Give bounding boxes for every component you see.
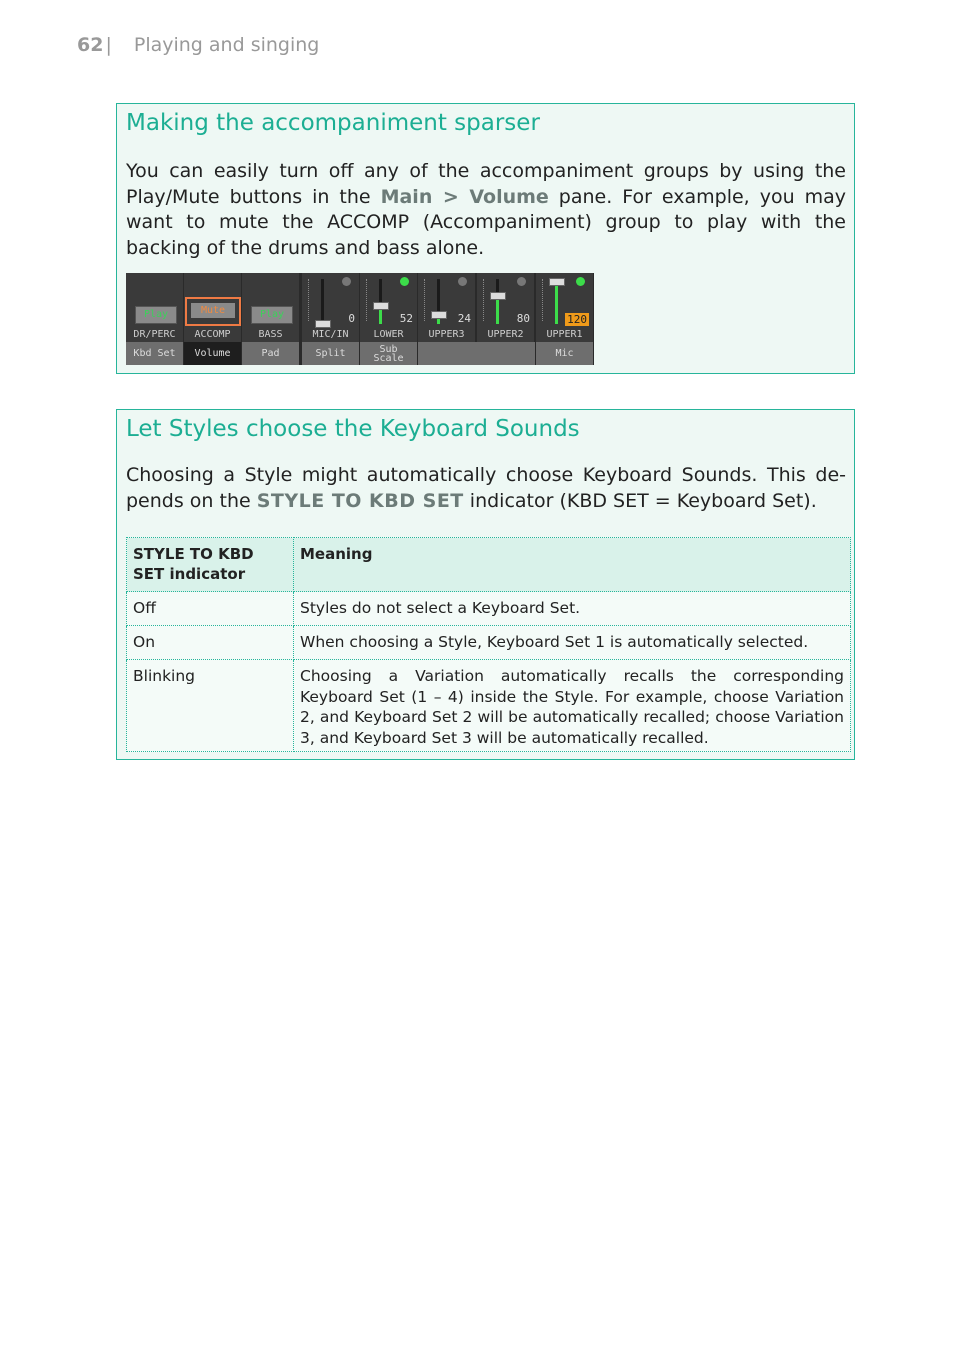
mixer-channel-micin: [302, 273, 359, 342]
status-led: [576, 277, 585, 286]
play-button[interactable]: Play: [251, 306, 293, 324]
fader-scale: [366, 279, 372, 321]
paragraph-text: You can easily turn off any of the accompaniment groups by using the Play/Mute buttons in the: [126, 160, 846, 208]
channel-label: UPPER3: [428, 329, 465, 340]
page-header: [77, 34, 319, 56]
mixer-channel-drperc: [126, 273, 183, 342]
fader-scale: [542, 279, 548, 321]
table-row: [127, 660, 851, 752]
paragraph-text: indicator (KBD SET = Keyboard Set).: [463, 489, 817, 512]
channel-label: MIC/IN: [312, 329, 349, 340]
channel-label: BASS: [258, 329, 283, 340]
ui-path-reference: Main > Volume: [380, 185, 549, 208]
table-cell-state: Blinking: [127, 660, 294, 752]
status-led: [400, 277, 409, 286]
tab-mic[interactable]: Mic: [536, 342, 593, 365]
fader-fill: [496, 296, 499, 324]
indicator-table: [126, 537, 851, 752]
mixer-channel-lower: [360, 273, 417, 342]
table-cell-state: Off: [127, 592, 294, 626]
page-number: 62: [77, 34, 104, 56]
table-row: [127, 592, 851, 626]
tab-split[interactable]: Split: [302, 342, 359, 365]
mixer-channel-upper2: [477, 273, 534, 342]
section-title: Playing and singing: [133, 34, 320, 56]
mixer-channel-accomp: [184, 273, 241, 342]
fader-value: 80: [516, 312, 530, 325]
fader-knob[interactable]: [490, 292, 506, 300]
table-cell-meaning: Styles do not select a Keyboard Set.: [294, 592, 851, 626]
mixer-screenshot: [126, 273, 594, 365]
tab-kbd-set[interactable]: Kbd Set: [126, 342, 183, 365]
tab-sub-label: Sub: [379, 344, 398, 355]
tab-empty: [418, 342, 535, 365]
header-separator: |: [105, 34, 112, 56]
table-row: [127, 626, 851, 660]
fader-fill: [555, 282, 558, 324]
fader-value: 24: [457, 312, 471, 325]
status-led: [342, 277, 351, 286]
tab-volume[interactable]: Volume: [184, 342, 241, 365]
box-paragraph: [126, 463, 846, 514]
fader-value: 120: [567, 313, 587, 326]
box-paragraph: [126, 159, 846, 261]
tip-box-sparser: [116, 103, 855, 374]
box-title: Making the accompaniment sparser: [126, 110, 540, 136]
table-cell-state: On: [127, 626, 294, 660]
mixer-channel-upper1: [536, 273, 593, 342]
fader-knob[interactable]: [315, 320, 331, 328]
channel-label: ACCOMP: [194, 329, 231, 340]
fader-scale: [424, 279, 430, 321]
channel-label: UPPER1: [546, 329, 583, 340]
fader-value: 0: [348, 312, 355, 325]
channel-label: DR/PERC: [133, 329, 176, 340]
tab-scale-label: Scale: [373, 353, 404, 364]
fader-track[interactable]: [321, 279, 324, 324]
mute-button[interactable]: Mute: [191, 303, 235, 318]
table-cell-meaning: When choosing a Style, Keyboard Set 1 is automatically selected.: [294, 626, 851, 660]
status-led: [517, 277, 526, 286]
paragraph-text: pane. For example, you may want to mute the ACCOMP (Accompaniment) group to play with the backing of the drums and bass alone.: [126, 185, 846, 259]
box-title: Let Styles choose the Keyboard Sounds: [126, 416, 580, 442]
channel-label: UPPER2: [487, 329, 524, 340]
paragraph-text: Choosing a Style might automatically choose Keyboard Sounds. This de-pends on the: [126, 464, 846, 512]
fader-knob[interactable]: [431, 311, 447, 319]
fader-knob[interactable]: [549, 278, 565, 286]
indicator-reference: STYLE TO KBD SET: [256, 489, 464, 512]
fader-scale: [308, 279, 314, 321]
fader-knob[interactable]: [373, 302, 389, 310]
mixer-channel-upper3: [418, 273, 475, 342]
table-header-row: [127, 538, 851, 592]
tip-box-styles: [116, 409, 855, 760]
fader-value: 52: [399, 312, 413, 325]
table-cell-meaning: Choosing a Variation automatically recalls the corresponding Keyboard Set (1 – 4) inside the Style. For example, choose Variation 2, and Keyboard Set 2 will be automatically recalled; choose Variation 3, and Keyboard Set 3 will be automatically recalled.: [294, 660, 851, 752]
status-led: [458, 277, 467, 286]
tab-sub-scale[interactable]: [360, 342, 417, 365]
fader-scale: [483, 279, 489, 321]
column-header: Meaning: [294, 538, 851, 592]
play-button[interactable]: Play: [135, 306, 177, 324]
tab-pad[interactable]: Pad: [242, 342, 299, 365]
channel-label: LOWER: [373, 329, 404, 340]
mixer-channel-bass: [242, 273, 299, 342]
mute-highlight: [185, 297, 241, 326]
column-header: STYLE TO KBD SET indicator: [127, 538, 294, 592]
